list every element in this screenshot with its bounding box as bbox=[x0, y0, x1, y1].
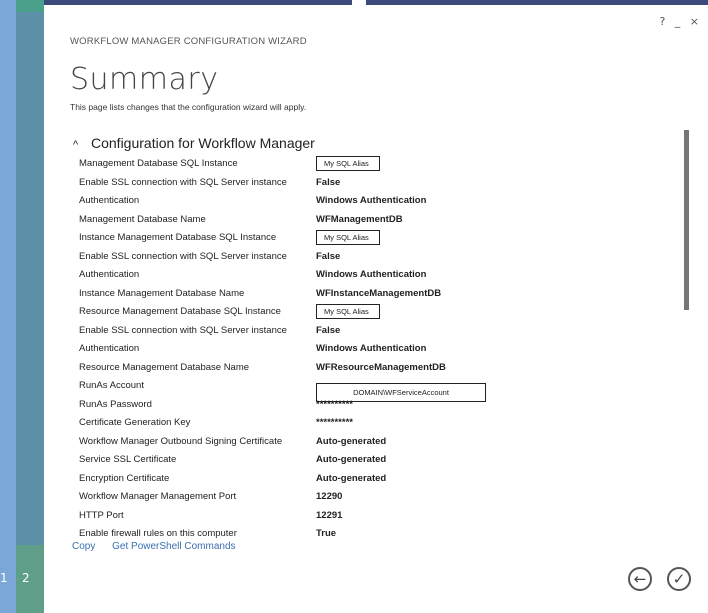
setting-label: Certificate Generation Key bbox=[79, 417, 191, 428]
current-step-highlight bbox=[16, 545, 44, 613]
setting-value: Windows Authentication bbox=[316, 269, 427, 280]
setting-value: 12290 bbox=[316, 491, 343, 502]
section-title: Configuration for Workflow Manager bbox=[91, 135, 315, 151]
summary-row bbox=[79, 323, 659, 342]
window-top-bar bbox=[0, 0, 708, 5]
setting-value: My SQL Alias bbox=[316, 304, 380, 319]
setting-label: Instance Management Database SQL Instance bbox=[79, 232, 277, 243]
setting-label: Service SSL Certificate bbox=[79, 454, 177, 465]
summary-row bbox=[79, 471, 659, 490]
setting-value: False bbox=[316, 250, 341, 262]
page-description: This page lists changes that the configuration wizard will apply. bbox=[70, 102, 307, 112]
top-bar-notch bbox=[352, 0, 366, 5]
summary-row bbox=[79, 249, 659, 268]
setting-label: Instance Management Database Name bbox=[79, 287, 245, 299]
setting-value: DOMAIN\WFServiceAccount bbox=[316, 383, 486, 402]
left-rail bbox=[0, 0, 16, 613]
setting-value: My SQL Alias bbox=[316, 156, 380, 171]
setting-value: Auto-generated bbox=[316, 454, 387, 465]
setting-value: WFResourceManagementDB bbox=[316, 361, 446, 373]
setting-label: Authentication bbox=[79, 269, 140, 280]
setting-label: Authentication bbox=[79, 195, 140, 206]
setting-label: Encryption Certificate bbox=[79, 472, 170, 484]
setting-label: Enable SSL connection with SQL Server instance bbox=[79, 250, 287, 262]
setting-value: False bbox=[316, 324, 341, 336]
summary-list bbox=[79, 156, 659, 542]
setting-value: True bbox=[316, 528, 337, 539]
checkmark-icon: ✓ bbox=[672, 570, 686, 588]
step-1[interactable]: 1 bbox=[0, 571, 8, 585]
setting-value: Windows Authentication bbox=[316, 195, 427, 206]
scrollbar[interactable] bbox=[684, 130, 689, 310]
summary-row bbox=[79, 267, 659, 286]
summary-row bbox=[79, 508, 659, 527]
setting-label: Management Database Name bbox=[79, 213, 206, 225]
setting-value: ********** bbox=[316, 398, 353, 410]
summary-row bbox=[79, 212, 659, 231]
chevron-up-icon[interactable]: ^ bbox=[73, 139, 79, 151]
summary-row bbox=[79, 360, 659, 379]
summary-row bbox=[79, 286, 659, 305]
step-rail bbox=[16, 0, 44, 613]
summary-row bbox=[79, 452, 659, 471]
setting-value: ********** bbox=[316, 417, 353, 428]
summary-row bbox=[79, 341, 659, 360]
setting-value: WFInstanceManagementDB bbox=[316, 287, 442, 299]
summary-row bbox=[79, 230, 659, 249]
setting-label: Enable SSL connection with SQL Server instance bbox=[79, 176, 287, 188]
summary-row bbox=[79, 156, 659, 175]
summary-row bbox=[79, 526, 659, 542]
setting-label: Enable firewall rules on this computer bbox=[79, 528, 237, 539]
setting-value: 12291 bbox=[316, 509, 343, 521]
summary-row bbox=[79, 378, 659, 397]
summary-row bbox=[79, 175, 659, 194]
setting-label: Workflow Manager Management Port bbox=[79, 491, 237, 502]
setting-value: Auto-generated bbox=[316, 435, 387, 447]
setting-value: WFManagementDB bbox=[316, 213, 403, 225]
setting-value: Windows Authentication bbox=[316, 343, 427, 354]
setting-label: Resource Management Database SQL Instance bbox=[79, 306, 281, 317]
footer-links bbox=[72, 541, 250, 552]
setting-label: Resource Management Database Name bbox=[79, 361, 250, 373]
step-rail-accent bbox=[16, 0, 44, 12]
setting-label: Enable SSL connection with SQL Server instance bbox=[79, 324, 287, 336]
setting-label: HTTP Port bbox=[79, 509, 124, 521]
section-header[interactable] bbox=[73, 135, 315, 151]
setting-label: RunAs Password bbox=[79, 398, 152, 410]
summary-row bbox=[79, 193, 659, 212]
arrow-left-icon: ← bbox=[633, 570, 647, 588]
setting-label: Authentication bbox=[79, 343, 140, 354]
setting-label: RunAs Account bbox=[79, 380, 144, 391]
page-title: Summary bbox=[70, 62, 219, 97]
summary-row bbox=[79, 434, 659, 453]
setting-value: Auto-generated bbox=[316, 472, 387, 484]
summary-row bbox=[79, 304, 659, 323]
powershell-link[interactable]: Get PowerShell Commands bbox=[112, 541, 236, 552]
setting-label: Management Database SQL Instance bbox=[79, 158, 238, 169]
summary-row bbox=[79, 397, 659, 416]
summary-row bbox=[79, 415, 659, 434]
window-controls[interactable]: ? _ × bbox=[659, 15, 702, 28]
setting-label: Workflow Manager Outbound Signing Certificate bbox=[79, 435, 283, 447]
back-button[interactable] bbox=[628, 567, 652, 591]
finish-button[interactable] bbox=[667, 567, 691, 591]
step-2[interactable]: 2 bbox=[22, 571, 30, 585]
copy-link[interactable]: Copy bbox=[72, 541, 96, 552]
setting-value: False bbox=[316, 176, 341, 188]
summary-row bbox=[79, 489, 659, 508]
setting-value: My SQL Alias bbox=[316, 230, 380, 245]
wizard-title: WORKFLOW MANAGER CONFIGURATION WIZARD bbox=[70, 36, 307, 47]
